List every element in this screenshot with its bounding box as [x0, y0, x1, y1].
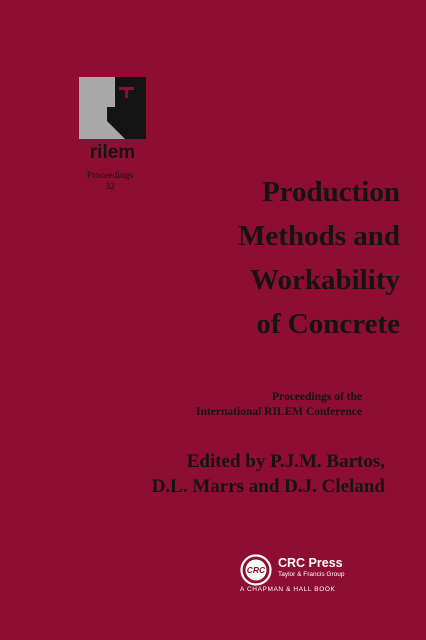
subtitle-line: Proceedings of the	[272, 391, 362, 403]
book-subtitle	[150, 390, 362, 420]
series-number: 32	[105, 182, 115, 192]
crc-mark-text: CRC	[246, 565, 266, 575]
series-info	[72, 171, 148, 193]
crc-press-logo-icon	[240, 554, 272, 586]
rilem-logo	[79, 77, 146, 161]
title-line: Workability	[250, 264, 400, 296]
editors-line: D.L. Marrs and D.J. Cleland	[151, 476, 385, 497]
editors-line: Edited by P.J.M. Bartos,	[186, 451, 385, 472]
series-label: Proceedings	[86, 171, 134, 181]
title-line: Methods and	[238, 220, 400, 252]
subtitle-line: International RILEM Conference	[196, 406, 362, 418]
editors-credit	[90, 449, 385, 499]
book-title	[150, 170, 400, 346]
publisher-block	[240, 546, 380, 596]
publisher-group: Taylor & Francis Group	[278, 571, 345, 578]
title-line: Production	[261, 176, 400, 208]
publisher-imprint: A CHAPMAN & HALL BOOK	[240, 586, 336, 593]
publisher-name: CRC Press	[278, 556, 343, 570]
title-line: of Concrete	[256, 308, 400, 340]
rilem-logo-text: rilem	[89, 142, 136, 161]
